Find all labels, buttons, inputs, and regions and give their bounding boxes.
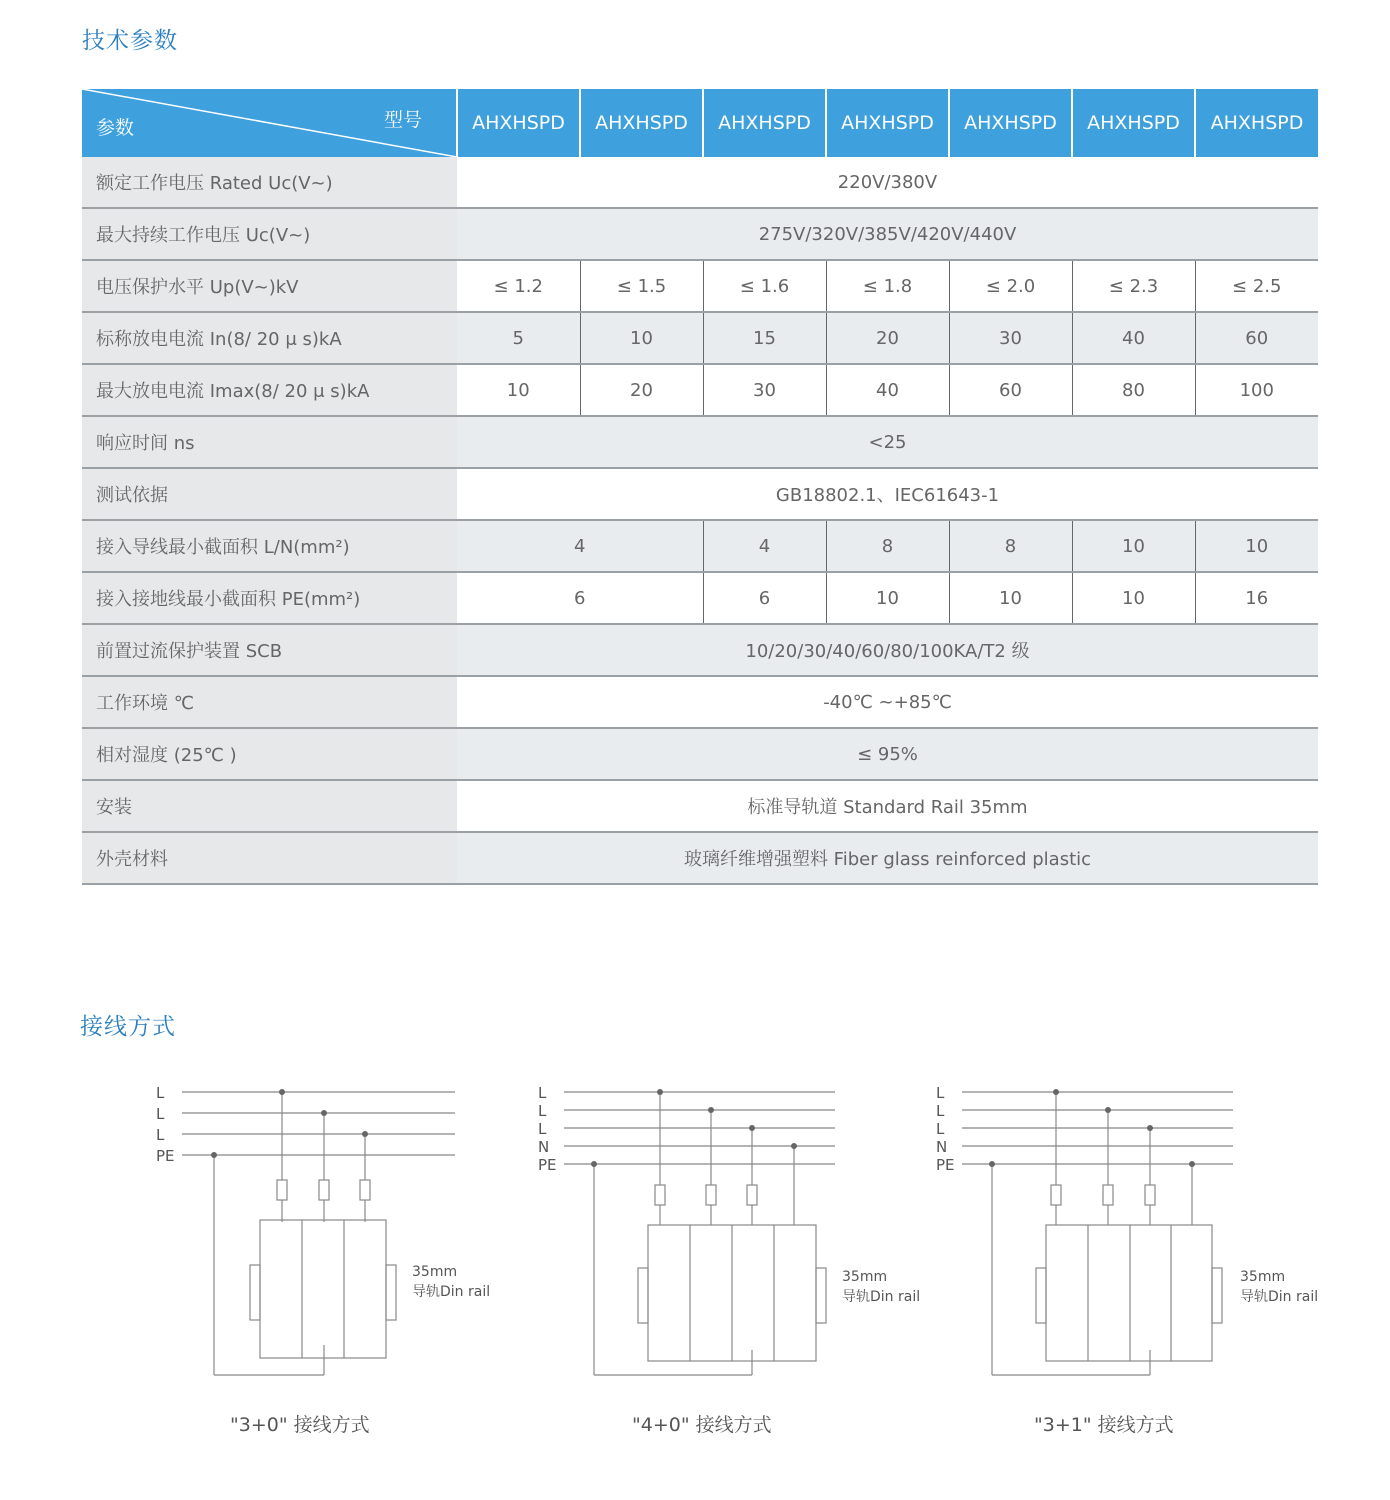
line-label: N [936, 1138, 948, 1156]
line-label: L [538, 1084, 547, 1102]
cell: 60 [949, 364, 1072, 416]
model-header: 型号 [383, 109, 422, 131]
rail-label: 导轨Din rail [412, 1284, 491, 1300]
row-label: 接入接地线最小截面积 PE(mm²) [82, 572, 457, 624]
wiring-diagram-3-0 [150, 1080, 520, 1380]
row-label: 前置过流保护装置 SCB [82, 624, 457, 676]
row-value: 玻璃纤维增强塑料 Fiber glass reinforced plastic [457, 832, 1318, 884]
cell: ≤ 1.2 [457, 260, 580, 312]
row-response-time [82, 416, 1318, 468]
cell: 10 [1195, 520, 1318, 572]
model-col-3: AHXHSPD [703, 89, 826, 157]
row-enclosure [82, 832, 1318, 884]
row-rated-voltage [82, 157, 1318, 208]
cell: 10 [457, 364, 580, 416]
cell: ≤ 2.3 [1072, 260, 1195, 312]
row-label: 响应时间 ns [82, 416, 457, 468]
cell: 30 [949, 312, 1072, 364]
rail-size: 35mm [412, 1264, 458, 1280]
row-value: <25 [457, 416, 1318, 468]
cell: 16 [1195, 572, 1318, 624]
rail-size: 35mm [842, 1269, 888, 1285]
line-label: L [156, 1126, 165, 1144]
row-label: 标称放电电流 In(8/ 20 μ s)kA [82, 312, 457, 364]
row-ln-cross-section [82, 520, 1318, 572]
row-label: 接入导线最小截面积 L/N(mm²) [82, 520, 457, 572]
row-value: -40℃ ~+85℃ [457, 676, 1318, 728]
cell: 4 [703, 520, 826, 572]
rail-label: 导轨Din rail [842, 1289, 921, 1305]
line-label: L [538, 1120, 547, 1138]
line-label: L [538, 1102, 547, 1120]
header-row [82, 89, 1318, 157]
row-pe-cross-section [82, 572, 1318, 624]
section-title-specs: 技术参数 [82, 28, 178, 54]
row-label: 额定工作电压 Rated Uc(V~) [82, 157, 457, 208]
row-label: 最大持续工作电压 Uc(V~) [82, 208, 457, 260]
cell: ≤ 1.8 [826, 260, 949, 312]
cell: ≤ 1.5 [580, 260, 703, 312]
cell: 10 [826, 572, 949, 624]
line-label: N [538, 1138, 550, 1156]
line-label: L [156, 1105, 165, 1123]
line-label: L [936, 1120, 945, 1138]
cell: ≤ 2.5 [1195, 260, 1318, 312]
row-label: 相对湿度 (25℃ ) [82, 728, 457, 780]
bus-lines [962, 1092, 1233, 1375]
cell: 6 [457, 572, 703, 624]
caption-3-0: "3+0" 接线方式 [230, 1414, 370, 1436]
line-label: PE [538, 1156, 557, 1174]
row-value: 10/20/30/40/60/80/100KA/T2 级 [457, 624, 1318, 676]
section-title-wiring: 接线方式 [80, 1014, 176, 1040]
line-labels [538, 1084, 557, 1174]
cell: 20 [826, 312, 949, 364]
model-col-2: AHXHSPD [580, 89, 703, 157]
cell: 8 [826, 520, 949, 572]
cell: 8 [949, 520, 1072, 572]
row-label: 安装 [82, 780, 457, 832]
cell: 4 [457, 520, 703, 572]
row-max-voltage [82, 208, 1318, 260]
line-labels [156, 1084, 175, 1165]
row-installation [82, 780, 1318, 832]
cell: 30 [703, 364, 826, 416]
cell: 6 [703, 572, 826, 624]
row-value: GB18802.1、IEC61643-1 [457, 468, 1318, 520]
model-col-6: AHXHSPD [1072, 89, 1195, 157]
row-max-current [82, 364, 1318, 416]
row-nominal-current [82, 312, 1318, 364]
header-corner [82, 89, 457, 157]
cell: 10 [580, 312, 703, 364]
row-label: 外壳材料 [82, 832, 457, 884]
wiring-diagram-4-0 [530, 1080, 950, 1380]
row-value: ≤ 95% [457, 728, 1318, 780]
row-label: 最大放电电流 Imax(8/ 20 μ s)kA [82, 364, 457, 416]
cell: 20 [580, 364, 703, 416]
row-value: 275V/320V/385V/420V/440V [457, 208, 1318, 260]
row-label: 工作环境 ℃ [82, 676, 457, 728]
cell: 80 [1072, 364, 1195, 416]
spec-table [82, 89, 1318, 885]
cell: 15 [703, 312, 826, 364]
model-col-1: AHXHSPD [457, 89, 580, 157]
bus-lines [564, 1092, 835, 1375]
model-col-5: AHXHSPD [949, 89, 1072, 157]
caption-4-0: "4+0" 接线方式 [632, 1414, 772, 1436]
model-col-4: AHXHSPD [826, 89, 949, 157]
line-label: PE [936, 1156, 955, 1174]
row-backup-protection [82, 624, 1318, 676]
cell: 40 [826, 364, 949, 416]
junction-dots [211, 1089, 368, 1158]
cell: 100 [1195, 364, 1318, 416]
line-label: PE [156, 1147, 175, 1165]
cell: 10 [1072, 572, 1195, 624]
cell: 5 [457, 312, 580, 364]
cell: 40 [1072, 312, 1195, 364]
line-label: L [156, 1084, 165, 1102]
param-header: 参数 [96, 117, 135, 139]
cell: ≤ 2.0 [949, 260, 1072, 312]
row-operating-temp [82, 676, 1318, 728]
row-humidity [82, 728, 1318, 780]
line-labels [936, 1084, 955, 1174]
cell: 10 [949, 572, 1072, 624]
line-label: L [936, 1084, 945, 1102]
rail-label: 导轨Din rail [1240, 1289, 1319, 1305]
bus-lines [182, 1092, 458, 1375]
row-value: 220V/380V [457, 157, 1318, 208]
line-label: L [936, 1102, 945, 1120]
cell: 60 [1195, 312, 1318, 364]
cell: 10 [1072, 520, 1195, 572]
caption-3-1: "3+1" 接线方式 [1034, 1414, 1174, 1436]
rail-size: 35mm [1240, 1269, 1286, 1285]
row-protection-level [82, 260, 1318, 312]
row-label: 电压保护水平 Up(V~)kV [82, 260, 457, 312]
row-label: 测试依据 [82, 468, 457, 520]
wiring-diagram-3-1 [928, 1080, 1348, 1380]
row-value: 标准导轨道 Standard Rail 35mm [457, 780, 1318, 832]
cell: ≤ 1.6 [703, 260, 826, 312]
model-col-7: AHXHSPD [1195, 89, 1318, 157]
row-test-standard [82, 468, 1318, 520]
